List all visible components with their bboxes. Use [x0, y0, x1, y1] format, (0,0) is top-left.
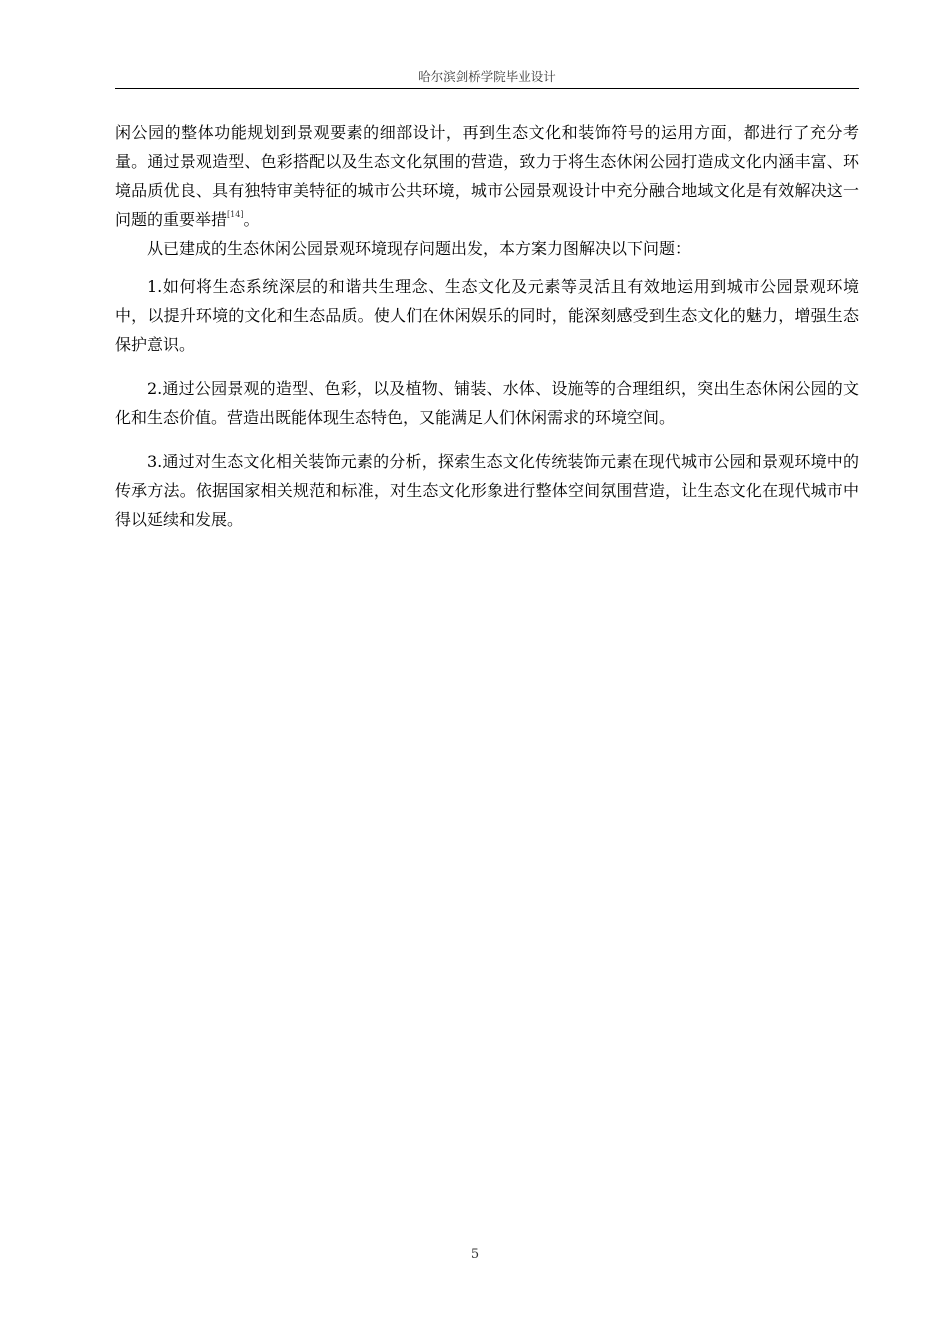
- paragraph-text: 闲公园的整体功能规划到景观要素的细部设计，再到生态文化和装饰符号的运用方面，都进行了充分考量。通过景观造型、色彩搭配以及生态文化氛围的营造，致力于将生态休闲公园打造成文化内涵丰富、环境品质优良、具有独特审美特征的城市公共环境，城市公园景观设计中充分融合地域文化是有效解决这一问题的重要举措: [115, 123, 859, 229]
- citation-reference: [14]: [227, 210, 244, 219]
- list-item-1: 1.如何将生态系统深层的和谐共生理念、生态文化及元素等灵活且有效地运用到城市公园景观环境中，以提升环境的文化和生态品质。使人们在休闲娱乐的同时，能深刻感受到生态文化的魅力，增强生态保护意识。: [115, 277, 859, 354]
- list-item-2: 2.通过公园景观的造型、色彩，以及植物、铺装、水体、设施等的合理组织，突出生态休闲公园的文化和生态价值。营造出既能体现生态特色，又能满足人们休闲需求的环境空间。: [115, 379, 859, 427]
- paragraph-intro: 从已建成的生态休闲公园景观环境现存问题出发，本方案力图解决以下问题：: [147, 239, 692, 258]
- list-item-3: 3.通过对生态文化相关装饰元素的分析，探索生态文化传统装饰元素在现代城市公园和景观环境中的传承方法。依据国家相关规范和标准，对生态文化形象进行整体空间氛围营造，让生态文化在现代城市中得以延续和发展。: [115, 452, 859, 529]
- paragraph-end-punctuation: 。: [243, 210, 260, 229]
- document-body: [115, 118, 859, 534]
- paragraph-continuation: [115, 118, 859, 234]
- page-number: 5: [470, 1247, 480, 1262]
- page-header: [115, 66, 859, 89]
- header-title: 哈尔滨剑桥学院毕业设计: [418, 69, 556, 84]
